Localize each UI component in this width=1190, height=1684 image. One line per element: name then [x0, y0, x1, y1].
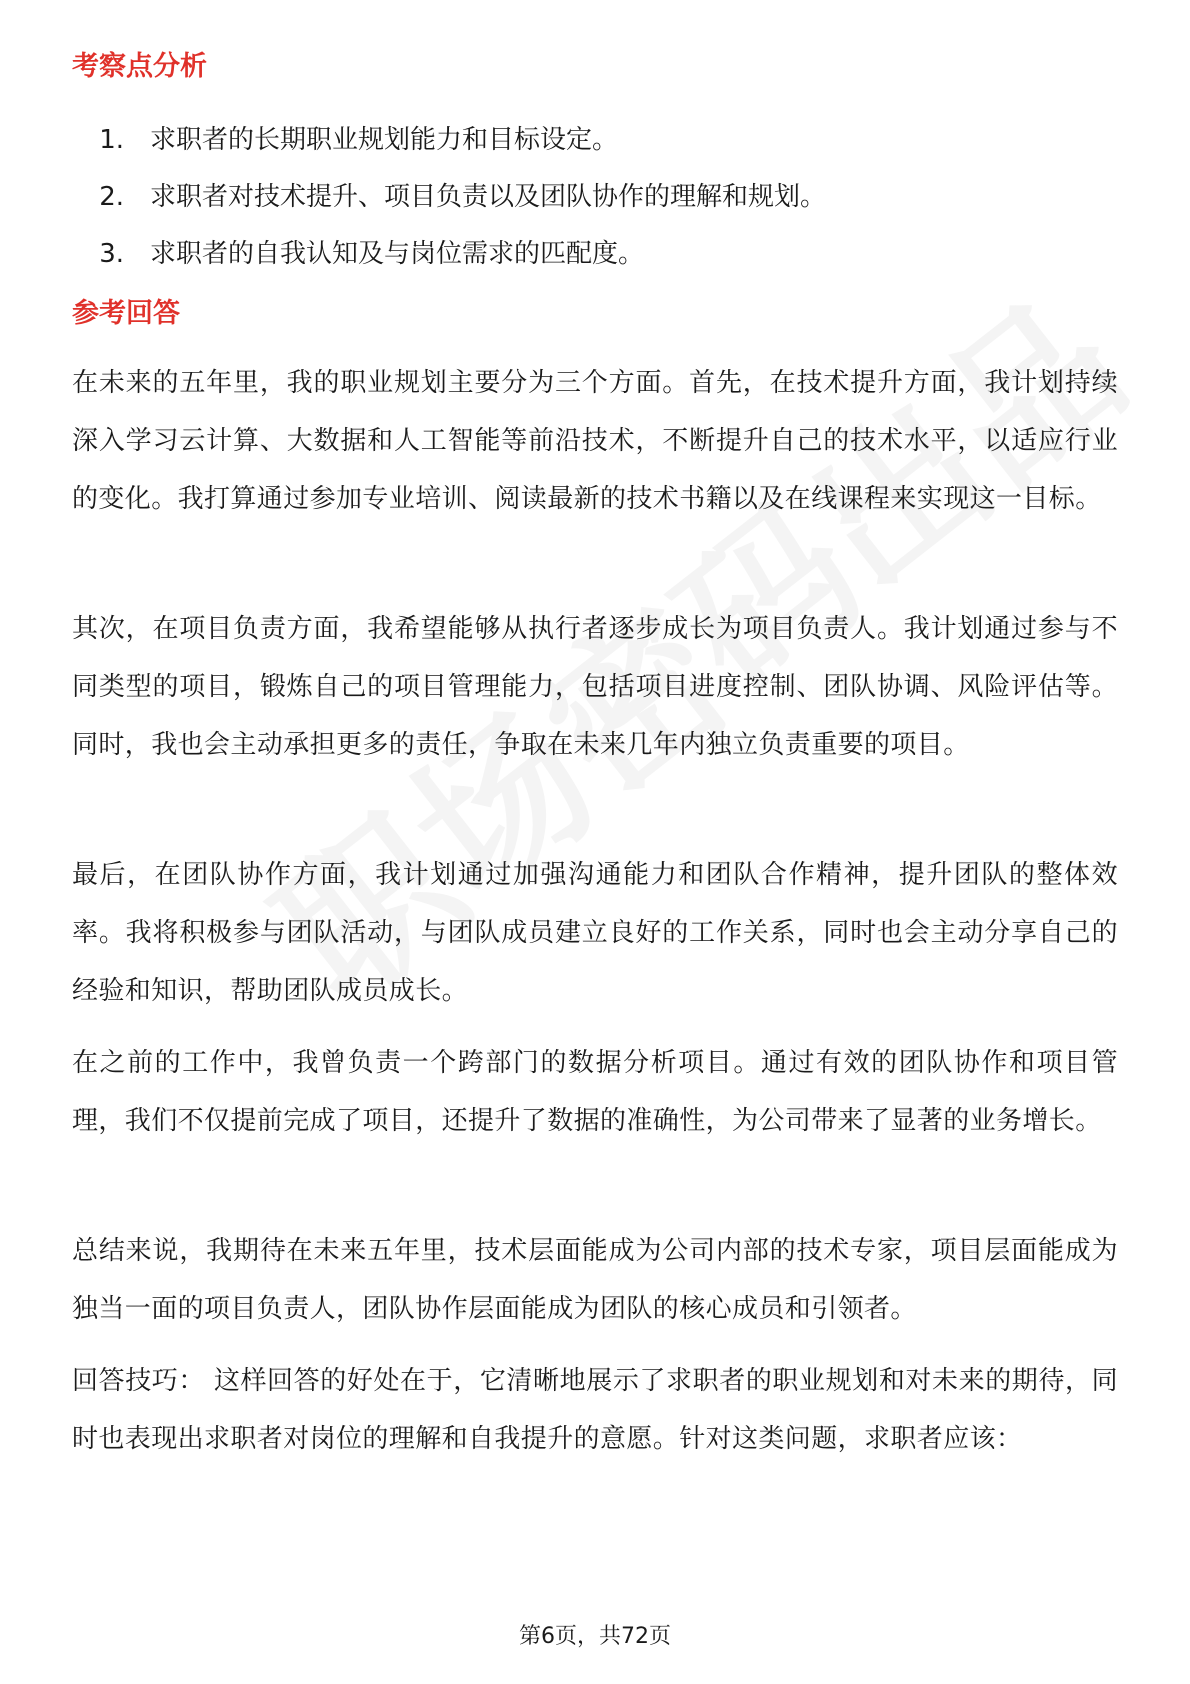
list-item-number: 3.: [99, 239, 124, 269]
list-item-text: 求职者对技术提升、项目负责以及团队协作的理解和规划。: [150, 182, 827, 212]
list-item-text: 求职者的自我认知及与岗位需求的匹配度。: [150, 239, 645, 269]
answer-paragraph: 最后，在团队协作方面，我计划通过加强沟通能力和团队合作精神，提升团队的整体效率。我将积极参与团队活动，与团队成员建立良好的工作关系，同时也会主动分享自己的经验和知识，帮助团队成员成长。: [72, 860, 1118, 1006]
answer-paragraph: 其次，在项目负责方面，我希望能够从执行者逐步成长为项目负责人。我计划通过参与不同类型的项目，锻炼自己的项目管理能力，包括项目进度控制、团队协调、风险评估等。同时，我也会主动承担更多的责任，争取在未来几年内独立负责重要的项目。: [72, 614, 1118, 760]
section-title-analysis: 考察点分析: [72, 51, 207, 82]
list-item-number: 1.: [99, 125, 124, 155]
list-item-number: 2.: [99, 182, 124, 212]
section-title-answer: 参考回答: [72, 298, 180, 329]
list-item: [72, 236, 826, 293]
answer-paragraph: 总结来说，我期待在未来五年里，技术层面能成为公司内部的技术专家，项目层面能成为独当一面的项目负责人，团队协作层面能成为团队的核心成员和引领者。: [72, 1236, 1118, 1324]
tips-paragraph: 回答技巧： 这样回答的好处在于，它清晰地展示了求职者的职业规划和对未来的期待，同时也表现出求职者对岗位的理解和自我提升的意愿。针对这类问题，求职者应该：: [72, 1366, 1118, 1454]
answer-paragraph: 在未来的五年里，我的职业规划主要分为三个方面。首先，在技术提升方面，我计划持续深入学习云计算、大数据和人工智能等前沿技术，不断提升自己的技术水平，以适应行业的变化。我打算通过参加专业培训、阅读最新的技术书籍以及在线课程来实现这一目标。: [72, 368, 1118, 514]
answer-paragraph: 在之前的工作中，我曾负责一个跨部门的数据分析项目。通过有效的团队协作和项目管理，我们不仅提前完成了项目，还提升了数据的准确性，为公司带来了显著的业务增长。: [72, 1048, 1118, 1136]
list-item-text: 求职者的长期职业规划能力和目标设定。: [150, 125, 619, 155]
page-footer: [0, 1622, 1190, 1652]
list-item: [72, 122, 826, 179]
page-number: 第6页，共72页: [519, 1624, 671, 1649]
analysis-list: [72, 122, 826, 293]
list-item: [72, 179, 826, 236]
